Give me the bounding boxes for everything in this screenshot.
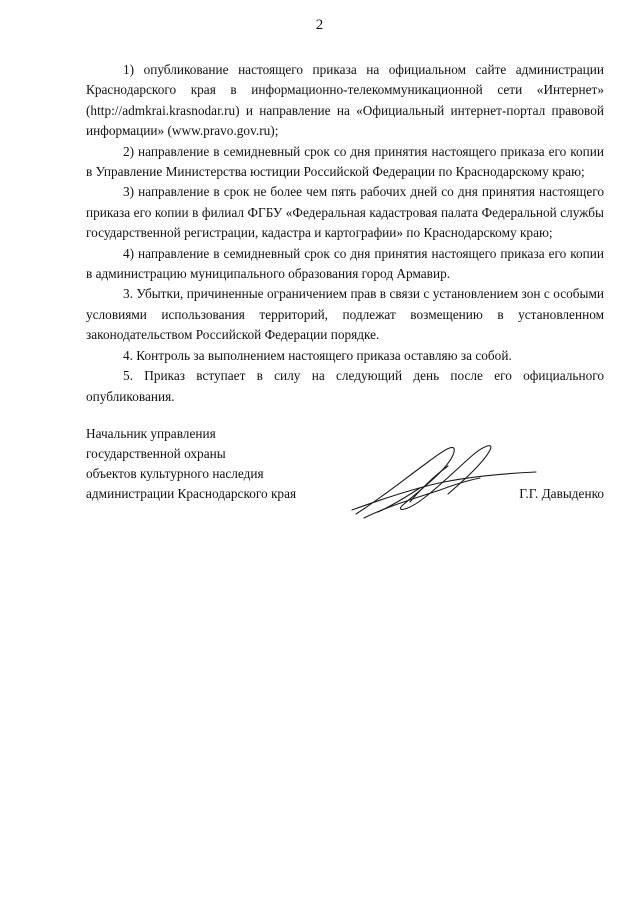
- paragraph-5-effective-date: 5. Приказ вступает в силу на следующий день после его официального опубликования.: [86, 368, 604, 404]
- handwritten-signature: [344, 432, 544, 524]
- signer-position: [86, 424, 346, 504]
- signature-block: [86, 424, 604, 524]
- signer-position-line: администрации Краснодарского края: [86, 486, 297, 501]
- signer-position-line: государственной охраны: [86, 446, 226, 461]
- paragraph-item-4-armavir-administration: 4) направление в семидневный срок со дня принятия настоящего приказа его копии в администрацию муниципального образования город Армавир.: [86, 245, 604, 282]
- signer-name: Г.Г. Давыденко: [519, 486, 604, 501]
- signer-position-line: объектов культурного наследия: [86, 466, 264, 481]
- paragraph-4-control: 4. Контроль за выполнением настоящего приказа оставляю за собой.: [123, 347, 512, 363]
- page-number: 2: [315, 17, 324, 33]
- paragraph-item-3-cadastral-chamber: 3) направление в срок не более чем пять рабочих дней со дня принятия настоящего приказа его копии в филиал ФГБУ «Федеральная кадастровая палата Федеральной службы государственной регистрации, кадастра и картографии» по Краснодарскому краю;: [86, 184, 604, 241]
- paragraph-3-losses: 3. Убытки, причиненные ограничением прав в связи с установлением зон с особыми условиями использования территорий, подлежат возмещению в установленном законодательством Российской Федерации порядке.: [86, 286, 604, 343]
- paragraph-item-1-publication: 1) опубликование настоящего приказа на официальном сайте администрации Краснодарского края в информационно-телекоммуникационной сети «Интернет» (http://admkrai.krasnodar.ru) и направление на «Официальный интернет-портал правовой информации» (www.pravo.gov.ru);: [86, 62, 604, 139]
- paragraph-item-2-ministry-of-justice: 2) направление в семидневный срок со дня принятия настоящего приказа его копии в Управление Министерства юстиции Российской Федерации по Краснодарскому краю;: [86, 143, 604, 180]
- signer-position-line: Начальник управления: [86, 426, 216, 441]
- document-body: [86, 60, 604, 407]
